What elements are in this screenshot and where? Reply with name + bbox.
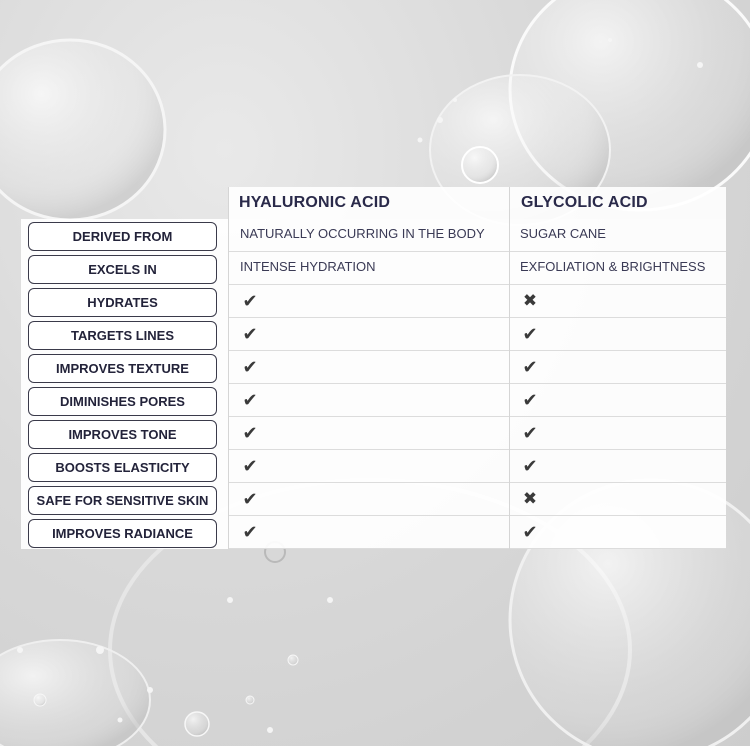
bubble <box>147 687 153 693</box>
gel-blob <box>0 640 150 746</box>
table-row <box>21 450 726 483</box>
column-divider <box>509 187 510 549</box>
row-label: BOOSTS ELASTICITY <box>28 453 217 482</box>
glycolic-value: EXFOLIATION & BRIGHTNESS <box>520 259 706 274</box>
table-row <box>21 252 726 285</box>
check-icon: ✔ <box>242 456 258 476</box>
check-icon: ✔ <box>242 489 258 509</box>
hyaluronic-value: INTENSE HYDRATION <box>240 259 376 274</box>
table-header <box>21 187 726 219</box>
bubble <box>418 138 423 143</box>
row-label: TARGETS LINES <box>28 321 217 350</box>
header-hyaluronic-acid: HYALURONIC ACID <box>228 187 509 219</box>
table-row <box>21 351 726 384</box>
bubble <box>327 597 333 603</box>
table-row <box>21 219 726 252</box>
bubble <box>118 718 123 723</box>
check-icon: ✔ <box>522 324 538 344</box>
row-label: SAFE FOR SENSITIVE SKIN <box>28 486 217 515</box>
hyaluronic-value: NATURALLY OCCURRING IN THE BODY <box>240 226 485 241</box>
row-separator <box>228 548 726 549</box>
header-spacer <box>21 187 228 219</box>
bubble <box>288 655 298 665</box>
check-icon: ✔ <box>242 423 258 443</box>
table-body <box>21 219 726 549</box>
check-icon: ✔ <box>242 324 258 344</box>
bubble <box>185 712 209 736</box>
bubble <box>34 694 46 706</box>
table-row <box>21 318 726 351</box>
check-icon: ✔ <box>242 291 258 311</box>
table-row <box>21 417 726 450</box>
row-label: DERIVED FROM <box>28 222 217 251</box>
glycolic-value: SUGAR CANE <box>520 226 606 241</box>
table-row <box>21 516 726 549</box>
check-icon: ✔ <box>522 522 538 542</box>
bubble <box>697 62 703 68</box>
check-icon: ✔ <box>242 522 258 542</box>
row-label: EXCELS IN <box>28 255 217 284</box>
comparison-table <box>21 187 726 549</box>
row-label: DIMINISHES PORES <box>28 387 217 416</box>
row-label: IMPROVES TEXTURE <box>28 354 217 383</box>
column-divider <box>228 187 229 549</box>
check-icon: ✔ <box>242 390 258 410</box>
row-label: IMPROVES TONE <box>28 420 217 449</box>
cross-icon: ✖ <box>522 291 538 310</box>
row-label: IMPROVES RADIANCE <box>28 519 217 548</box>
bubble <box>227 597 233 603</box>
row-label: HYDRATES <box>28 288 217 317</box>
check-icon: ✔ <box>522 456 538 476</box>
bubble <box>17 647 23 653</box>
table-row <box>21 384 726 417</box>
gel-blob <box>462 147 498 183</box>
bubble <box>267 727 273 733</box>
bubble <box>96 646 104 654</box>
table-row <box>21 285 726 318</box>
check-icon: ✔ <box>522 357 538 377</box>
check-icon: ✔ <box>522 423 538 443</box>
bubble <box>608 38 612 42</box>
table-row <box>21 483 726 516</box>
bubble <box>437 117 443 123</box>
bubble <box>246 696 254 704</box>
check-icon: ✔ <box>242 357 258 377</box>
bubble <box>453 98 457 102</box>
cross-icon: ✖ <box>522 489 538 508</box>
check-icon: ✔ <box>522 390 538 410</box>
header-glycolic-acid: GLYCOLIC ACID <box>510 187 726 219</box>
